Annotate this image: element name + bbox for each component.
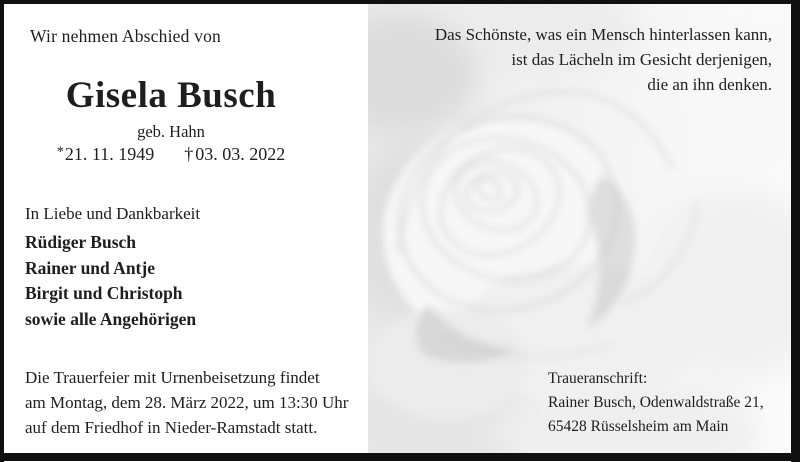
frame-border-left xyxy=(0,0,4,462)
birth-date: *21. 11. 1949 xyxy=(56,143,155,164)
quote-line: die an ihn denken. xyxy=(647,75,772,94)
funeral-line: Die Trauerfeier mit Urnenbeisetzung findet xyxy=(25,368,320,387)
mourner-name: Birgit und Christoph xyxy=(25,283,183,303)
maiden-name: geb. Hahn xyxy=(137,121,205,141)
mourner-name: sowie alle Angehörigen xyxy=(25,308,197,329)
funeral-line: am Montag, dem 28. März 2022, um 13:30 Uhr xyxy=(25,393,349,412)
born-star-icon: * xyxy=(56,143,64,160)
mourners-list xyxy=(25,230,196,332)
condolence-address-line: Rainer Busch, Odenwaldstraße 21, xyxy=(548,394,764,411)
frame-border-top xyxy=(0,0,800,4)
memorial-quote xyxy=(435,22,772,97)
mourner-name: Rüdiger Busch xyxy=(25,232,137,252)
quote-line: ist das Lächeln im Gesicht derjenigen, xyxy=(511,50,772,69)
frame-border-right xyxy=(791,0,800,462)
frame-border-bottom xyxy=(0,453,800,461)
funeral-line: auf dem Friedhof in Nieder-Ramstadt statt. xyxy=(25,418,318,437)
deceased-name-block xyxy=(18,76,324,165)
quote-line: Das Schönste, was ein Mensch hinterlassen kann, xyxy=(434,25,772,44)
condolence-address-label: Traueranschrift: xyxy=(548,370,648,387)
condolence-address-line: 65428 Rüsselsheim am Main xyxy=(548,418,729,435)
life-dates xyxy=(18,144,324,165)
farewell-intro: Wir nehmen Abschied von xyxy=(30,26,222,46)
deceased-name: Gisela Busch xyxy=(65,75,277,116)
condolence-address xyxy=(548,367,764,439)
mourner-name: Rainer und Antje xyxy=(25,257,155,278)
death-cross-icon: † xyxy=(184,143,194,164)
condolence-intro: In Liebe und Dankbarkeit xyxy=(25,204,201,223)
death-date: † 03. 03. 2022 xyxy=(184,143,286,164)
funeral-details xyxy=(25,365,348,440)
